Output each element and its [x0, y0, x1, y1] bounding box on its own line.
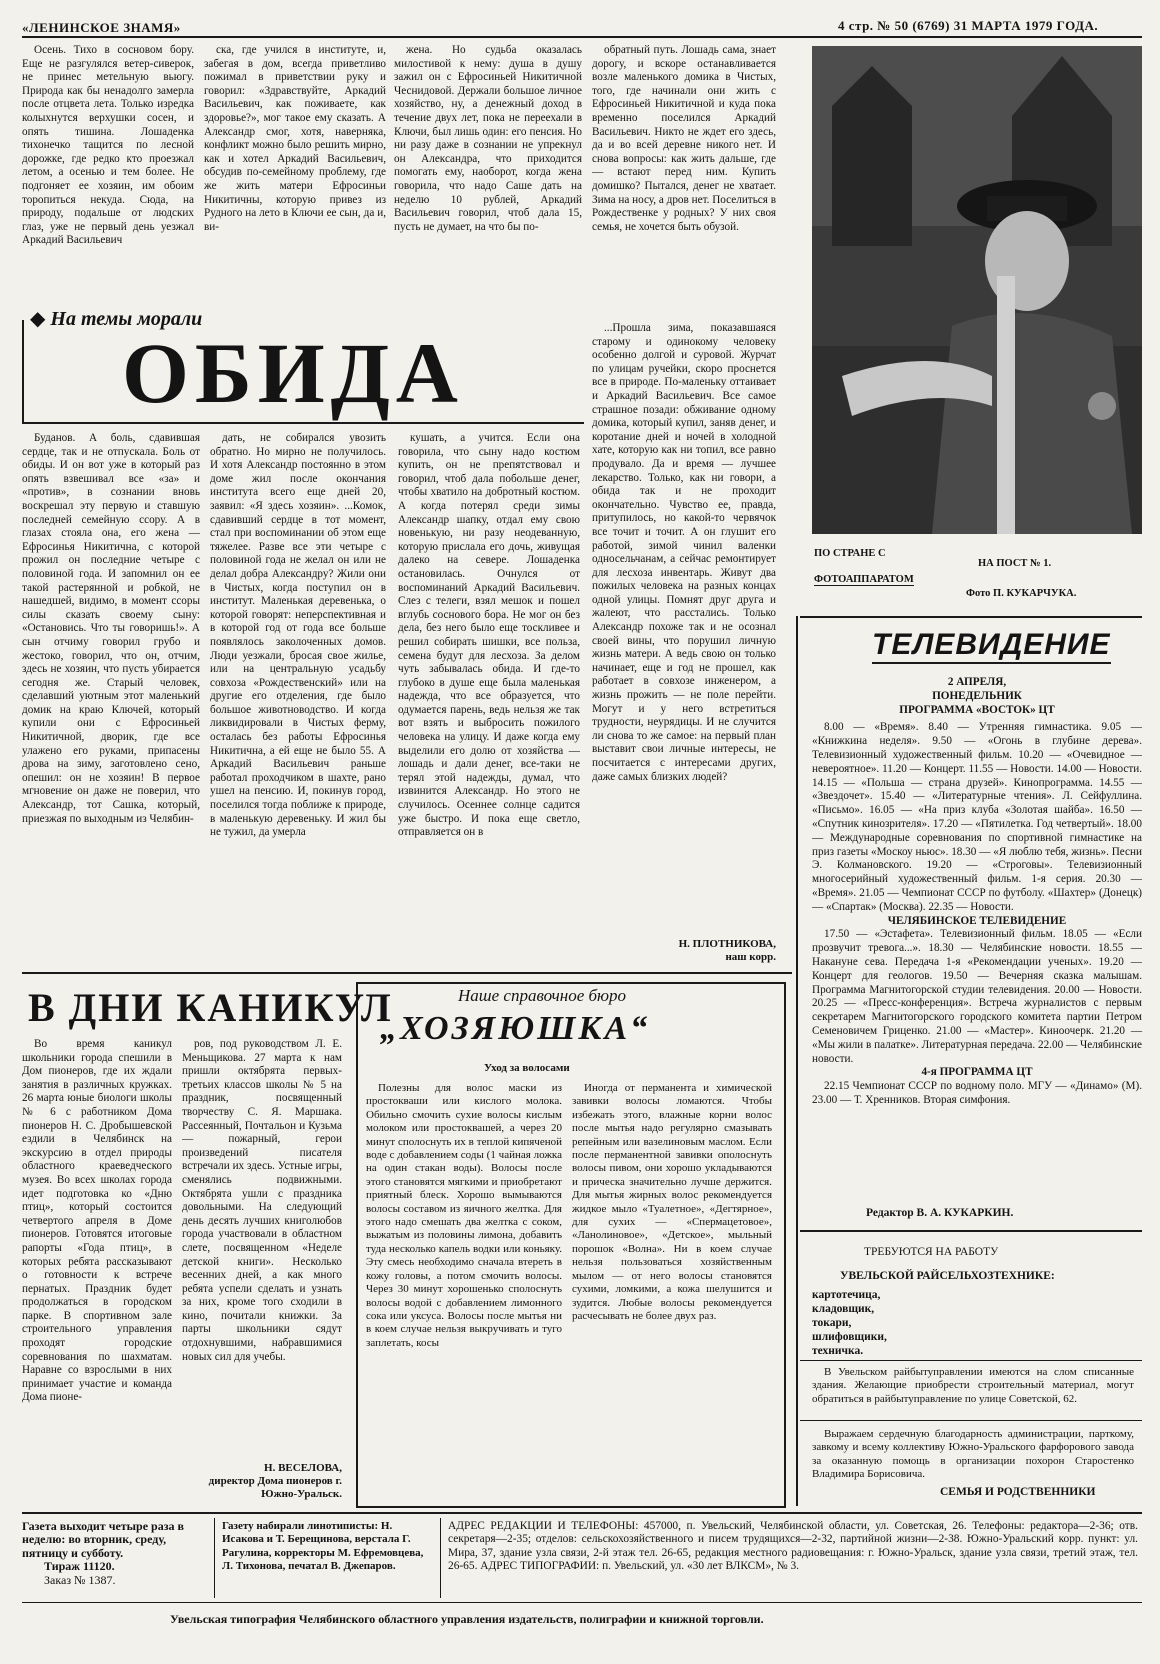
footer-rule [22, 1512, 1142, 1514]
tv-chelyabinsk: 17.50 — «Эстафета». Телевизионный фильм. 18.05 — «Если прозвучит тревога...». 18.30 — Челябинские новости. 18.55 — Накануне сева. Передача 1-я «Рекомендации ученых». 19.20 — Концерт для геологов. 19.50 — Вечерняя сказка малышам. Программа Магнитогорской студии телевидения. 20.00 — Новости. 20.25 — «Пресс-конференция». Встреча журналистов с первым секретарем Магнитогорского городского комитета партии Петром Семеновичем Гриценко. 21.00 — «Мастер». Киноочерк. 21.20 — «Мы жили в палатке». Литературная передача. 22.00 — Челябинские новости. [812, 928, 1142, 1065]
spravka-col-1: Полезны для волос маски из простокваши или кислого молока. Обильно смочить сухие волосы кислым молоком или простоквашей, а через 20 минут сполоснуть их в теплой кипяченой воде с добавлением соды (1 чайная ложка на один стакан воды). Волосы после этого становятся мягкими и приобретают приятный блеск. Хорошо вымываются волосы составом из яичного желтка. Для этого надо смешать два желтка с соком, выжатым из половины лимона, добавить туда несколько капель водки или коньяку. Эту смесь необходимо сначала втереть в кожу головы, а потом смочить волосы. Через 30 минут хорошенько сполоснуть волосы водой с добавлением лимонного сока или уксуса. Волосы после мытья ни в коем случае нельзя выкручивать и туго заплетать, косы [366, 1082, 562, 1349]
editor: Редактор В. А. КУКАРКИН. [866, 1207, 1014, 1219]
ads-rule-1 [800, 1360, 1142, 1361]
footer-address: АДРЕС РЕДАКЦИИ И ТЕЛЕФОНЫ: 457000, п. Увельский, Челябинской области, ул. Советская, 26. Телефоны: редактора—2-36; отв. секретаря—2-35; отделов: сельскохозяйственного и писем трудящихся—2-32, партийной жизни—2-38. Южно-Уральский корр. пункт: ул. Мира, 37, здание узла связи, 2-й этаж тел. 26-65, редакция местного радиовещания: г. Южно-Уральск, здание узла связи, третий этаж, тел. 26-65. АДРЕС ТИПОГРАФИИ: п. Увельский, ул. «30 лет ВЛКСМ», № 3. [448, 1520, 1138, 1573]
obida-top-col-4: обратный путь. Лошадь сама, знает дорогу, и вскоре останавливается возле маленького домика в Чистых, того, где начинали они жить с Ефросиньей Никитичной и куда пока временно поселился Аркадий Васильевич. Никто не ждет его здесь, да и во всей деревне никого нет. И снова вопросы: как жить дальше, где — встают перед ним. Купить домишко? Пытался, денег не хватает. Зима на носу, а дров нет. Поселиться в Рождественке у родных? У них своя семья, не хочется быть обузой. [592, 44, 776, 233]
ads-rule-2 [800, 1420, 1142, 1421]
photo-credit: Фото П. КУКАРЧУКА. [966, 588, 1077, 599]
ad-sale: В Увельском райбытуправлении имеются на слом списанные здания. Желающие приобрести строительный материал, могут обратиться в райбытуправление по улице Советской, 62. [812, 1366, 1134, 1405]
obida-col-2: дать, не собирался увозить обратно. Но мирно не получилось. И хотя Александр постоянно в этом доме жил после окончания института всего еще дней 20, заявил: «Я здесь хозяин». ...Комок, сдавивший сердце в тот момент, стал при воспоминании об этом еще тяжелее. Разве все эти четыре с половиной года не желал он или не делал добра Александру? Жили они в Чистых, когда поступил он в институт. Маленькая деревенька, о которой говорят: неперспективная и в которой год от года все больше появлялось заколоченных домов. Люди уезжали, бросая свое жилье, или на центральную усадьбу совхоза «Рождественский» или на другие его отделения, где было большое животноводство. И когда ликвидировали в Чистых ферму, осталась без работы Ефросинья Никитична, а ей еще не было 55. А Аркадий Васильевич раньше работал проходчиком в шахте, рано ушел на пенсию. И, покинув город, поселился тогда поближе к природе, в маленькую деревеньку. И жил бы не тужил, да умерла [210, 432, 386, 839]
tv-title: ТЕЛЕВИДЕНИЕ [872, 628, 1111, 664]
obida-top-col-3: жена. Но судьба оказалась милостивой к нему: душа в душу зажил он с Ефросиньей Никитичной Чеснидовой. Держали большое личное хозяйство, ну, а денежный доход в течение двух лет, пока не переехали в Ключи, был лишь один: его пенсия. Но ни разу даже в сознании не упрекнул он Александра, что приходится помогать ему, наоборот, когда жена говорила, что надо Саше дать на неделю 10 рублей, Аркадий Васильевич говорил, чтоб дала 15, пусть не думает, на что бы по- [394, 44, 582, 233]
obida-author: Н. ПЛОТНИКОВА, наш корр. [678, 938, 776, 963]
footer-div-1 [214, 1518, 215, 1598]
footer-schedule: Газета выходит четыре раза в неделю: во вторник, среду, пятницу и субботу. Тираж 11120. Заказ № 1387. [22, 1519, 185, 1587]
ad-condolence-sign: СЕМЬЯ И РОДСТВЕННИКИ [940, 1486, 1096, 1498]
jobs-title: ТРЕБУЮТСЯ НА РАБОТУ [864, 1246, 999, 1258]
obida-rubric: ◆ На темы морали [30, 308, 203, 330]
obida-title: ОБИДА [122, 325, 464, 421]
mid-rule [22, 972, 792, 974]
kanikul-col-2: ров, под руководством Л. Е. Меньщикова. 27 марта к нам пришли октябрята первых-третьих классов школы № 5 на праздник, посвященный творчеству С. Я. Маршака. Рассеянный, Почтальон и Кузьма — пожарный, герои произведений писателя встречали их здесь. Устные игры, сменялись подвижными. Октябрята ушли с праздника довольными. На следующий день десять лучших книголюбов города участвовали в областном слете, посвященном «Неделе детской книги». Несколько весенних дней, а как много ребята успели сделать и узнать за них, кроме того сходили в кино, почитали книжки. За парты школьники сядут отдохнувшими, набравшимися новых сил для учебы. [182, 1038, 342, 1363]
photo-title: НА ПОСТ № 1. [978, 558, 1052, 569]
photo-illustration [812, 46, 1142, 534]
obida-top-col-2: ска, где учился в институте, и, забегая в дом, всегда приветливо пожимал в приветствии руку и говорил: «Здравствуйте, Аркадий Васильевич, как поживаете, как здоровье?», мог такое ему сказать. А Александр смог, хотя, наверняка, конфликт можно было решить мирно, как и хотел Аркадий Васильевич, обсудив по-семейному проблему, где же жить матери Ефросиньи Никитичны, которую привез из Рудного на лето в Ключи ее сын, да и, ви- [204, 44, 386, 233]
kanikul-author: Н. ВЕСЕЛОВА, директор Дома пионеров г. Южно-Уральск. [208, 1462, 342, 1500]
issue-info: 4 стр. № 50 (6769) 31 МАРТА 1979 ГОДА. [838, 18, 1099, 33]
tv-vostok: 8.00 — «Время». 8.40 — Утренняя гимнастика. 9.05 — «Книжкина неделя». 9.50 — «Огонь в глубине дерева». Телевизионный художественный фильм. 10.20 — «Очевидное — невероятное». 11.20 — Концерт. 11.55 — Новости. 14.00 — Новости. 14.15 — «Польша — страна друзей». Кинопрограмма. 14.55 — «Звездочет». 15.40 — «Литературные чтения». Л. Сейфуллина. «Письмо». 16.05 — «На приз клуба «Золотая шайба». 16.50 — «Спутник кинозрителя». 17.20 — «Пятилетка. Год четвертый». 18.00 — Международные соревнования по спортивной гимнастике на приз газеты «Москоу ньюс». 18.30 — «Я люблю тебя, жизнь». Песни Э. Колмановского. 19.20 — «Строговы». Телевизионный многосерийный художественный фильм. 1-я серия. 20.30 — «Время». 21.05 — Чемпионат СССР по футболу. «Шахтер» (Донецк) — «Спартак» (Москва). 22.35 — Новости. [812, 721, 1142, 913]
jobs-list: картотечица, кладовщик, токари, шлифовщики, техничка. [812, 1289, 887, 1357]
photo-rubric-1: ПО СТРАНЕ С [814, 548, 886, 559]
newspaper-name: «ЛЕНИНСКОЕ ЗНАМЯ» [22, 20, 181, 35]
footer-printer: Увельская типография Челябинского областного управления издательств, полиграфии и книжной торговли. [170, 1612, 764, 1626]
ad-condolence: Выражаем сердечную благодарность администрации, парткому, завкому и всему коллективу Южно-Уральского фарфорового завода за оказанную помощь в организации похорон Старостенко Владимира Борисовича. [812, 1428, 1134, 1481]
footer-rule-2 [22, 1602, 1142, 1603]
footer-div-2 [440, 1518, 441, 1598]
footer-typeset: Газету набирали линотиписты: Н. Исакова и Т. Берещинова, верстала Г. Рагулина, корректоры М. Ефремовцева, Л. Тихонова, печатал В. Джепаров. [222, 1520, 424, 1573]
spravka-title: „ХОЗЯЮШКА“ [380, 1010, 651, 1047]
tv-fourth: 22.15 Чемпионат СССР по водному поло. МГУ — «Динамо» (М). 23.00 — Т. Хренников. Вторая симфония. [812, 1080, 1142, 1106]
photo-rubric-2: ФОТОАППАРАТОМ [814, 574, 914, 585]
obida-top-col-1: Осень. Тихо в сосновом бору. Еще не разгулялся ветер-сиверок, не принес метельную вьюгу. Природа как бы ненадолго замерла после отцвета лета. Только изредка колыхнутся верхушки сосен, и опять тишина. Лошаденка тихонечко тащится по лесной дорожке, где редко кто проезжал летом, а осенью и тем более. Не подгоняет ее хозяин, им обоим торопиться некуда. Сюда, на природу, подальше от людских глаз, уже не первый день уезжал Аркадий Васильевич [22, 44, 194, 247]
spravka-col-2: Иногда от перманента и химической завивки волосы ломаются. Чтобы избежать этого, влажные корни волос после мытья надо регулярно смазывать репейным или вазелиновым маслом. Если после перманентной завивки ополоснуть волосы пивом, они хорошо укладываются и прическа значительно лучше держится. Для мытья жирных волос рекомендуется жидкое мыло «Туалетное», «Дегтярное», для сухих — «Спермацетовое», «Ланолиновое», «Детское», мыльный порошок «Волна». Ни в коем случае нельзя пользоваться хозяйственным мылом — от него волосы становятся сухими, ломкими, а кожа шелушится и зудится. Любые волосы рекомендуется расчесывать не более двух раз. [572, 1082, 772, 1322]
obida-col-3: кушать, а учится. Если она говорила, что сыну надо костюм купить, он не препятствовал и говорил, чтоб дала побольше денег, чтобы хватило на добротный костюм. А когда потерял среди зимы Александр шапку, отдал ему свою новенькую, ни разу неодеванную, которую прислала его дочь, живущая далеко на севере. Лошаденка остановилась. Очнулся от воспоминаний Аркадий Васильевич. Слез с телеги, взял мешок и пошел вглубь соснового бора. Не мог он без дела, без него было еще тоскливее и решил собирать шишки, все польза, семена будут для лесхоза. За делом чуть забывалась обида. И где-то глубоко в душе еще была маленькая надежда, что все образуется, что одумается парень, ведь нельзя же так вот взять и выбросить пожилого человека на улицу. И даже когда ему выделили его долю от хозяйства — лошадь и дали денег, все-таки не терял этой надежды, думал, что извинится Александр. Но этого не случилось. Осеннее солнце садится уже быстро. И пока еще светло, отправляется он в [398, 432, 580, 839]
spravka-subtitle: Уход за волосами [484, 1062, 570, 1074]
tv-program: 2 АПРЕЛЯ, ПОНЕДЕЛЬНИК ПРОГРАММА «ВОСТОК» ЦТ 8.00 — «Время». 8.40 — Утренняя гимнастика. 9.05 — «Книжкина неделя». 9.50 — «Огонь в глубине дерева». Телевизионный художественный фильм. 10.20 — «Очевидное — невероятное». 11.20 — Концерт. 11.55 — Новости. 14.00 — Новости. 14.15 — «Польша — страна друзей». Кинопрограмма. 14.55 — «Звездочет». 15.40 — «Литературные чтения». Л. Сейфуллина. «Письмо». 16.05 — «На приз клуба «Золотая шайба». 16.50 — «Спутник кинозрителя». 17.20 — «Пятилетка. Год четвертый». 18.00 — Международные соревнования по спортивной гимнастике на приз газеты «Москоу ньюс». 18.30 — «Я люблю тебя, жизнь». Песни Э. Колмановского. 19.20 — «Строговы». Телевизионный многосерийный художественный фильм. 1-я серия. 20.30 — «Время». 21.05 — Чемпионат СССР по футболу. «Шахтер» (Донецк) — «Спартак» (Москва). 22.35 — Новости. ЧЕЛЯБИНСКОЕ ТЕЛЕВИДЕНИЕ 17.50 — «Эстафета». Телевизионный фильм. 18.05 — «Если прозвучит тревога...». 18.30 — Челябинские новости. 18.55 — Накануне сева. Передача 1-я «Рекомендации ученых». 19.20 — Концерт для геологов. 19.50 — Вечерняя сказка малышам. Программа Магнитогорской студии телевидения. 20.00 — Новости. 20.25 — «Пресс-конференция». Встреча журналистов с первым секретарем Магнитогорского городского комитета партии Петром Семеновичем Гриценко. 21.00 — «Мастер». Киноочерк. 21.20 — «Мы жили в палатке». Литературная передача. 22.00 — Челябинские новости. 4-я ПРОГРАММА ЦТ 22.15 Чемпионат СССР по водному поло. МГУ — «Динамо» (М). 23.00 — Т. Хренников. Вторая симфония. [812, 676, 1142, 1106]
obida-col-1: Буданов. А боль, сдавившая сердце, так и не отпускала. Боль от обиды. И он вот уже в который раз опять взвешивал все «за» и «против», в сознании вновь воскрешал эту первую и ставшую последней семейную ссору. А в глазах стояла она, его жена — Ефросинья Никитична, с которой прожил он последние четыре с половиной года. И запомнил он ее такой растерянной и робкой, не нашедшей, видимо, в момент ссоры силы сказать своему сыну: «Остановись. Что ты говоришь!». А сын отчиму говорил грубо и жестоко, говорил, что он, отчим, здесь не хозяин, что пусть убирается сегодня же. Старый человек, сделавший уютным этот маленький домик на краю Ключей, который купили они с Ефросиньей Никитичной, дворик, где все улажено его руками, припасены дрова на зиму, заготовлено сено, опешил: он не хозяин! В первое мгновение он даже не поверил, что Александр, тот Сашка, который, приезжая по выходным из Челябин- [22, 432, 200, 825]
photo-honor-guard [812, 46, 1142, 534]
top-rule [22, 36, 1142, 38]
kanikul-col-1: Во время каникул школьники города спешили в Дом пионеров, где их ждали занятия в различных кружках. 26 марта юные биологи школы № 6 с работником Дома пионеров Н. С. Дробышевской ездили в Челябинск на экскурсию в отдел природы областного краеведческого музея. Во всех школах города идет подготовка ко «Дню птиц», который состоится четвертого апреля в Доме пионеров. Готовятся итоговые рапорты «Года птиц», в которых ребята рассказывают о готовности к встрече пернатых. Праздник будет продолжаться в городском парке. В спортивном зале строительного управления проходят городские соревнования по шахматам. Наравне со взрослыми в них принимает участие и команда Дома пионе- [22, 1038, 172, 1404]
obida-col-4: ...Прошла зима, показавшаяся старому и одинокому человеку особенно долгой и суровой. Журчат по улицам ручейки, скоро проснется все в природе. По-маленьку оттаивает и Аркадий Васильевич. Все самое страшное позади: обживание одному домика, который купил, заняв денег, и коротание дней и ночей в холодной хате, которую как ни топил, все равно продувало. Да и время — лучшее лекарство. Только, как ни говори, а обида так и не проходит окончательно. Чувство ее, правда, притупилось, но какой-то червячок все точит и точит. А он глушит его работой, зимой чинил валенки односельчанам, а сейчас ремонтирует для лесхоза инвентарь. Живут два пожилых человека на разных концах одной улицы. Помнят друг друга и жалеют, что расстались. Только Александр похоже так и не осознал своей вины, что порушил личную жизнь матери. А ведь свою он только начинает, еще и год не прошел, как работает в совхозе инженером, а жизнь прожить — не поле перейти. Могут и у него встретиться трудности, неурядицы. И не случится ли снова то же самое: на первый план выставит свои личные интересы, не посчитается с интересами других, даже самых близких людей? [592, 322, 776, 783]
jobs-org: УВЕЛЬСКОЙ РАЙСЕЛЬХОЗТЕХНИКЕ: [840, 1270, 1055, 1282]
kanikul-title: В ДНИ КАНИКУЛ [28, 985, 393, 1030]
photo-rule [800, 616, 1142, 618]
spravka-rubric: Наше справочное бюро [458, 986, 627, 1005]
right-divider [796, 616, 798, 1506]
jobs-rule [800, 1230, 1142, 1232]
